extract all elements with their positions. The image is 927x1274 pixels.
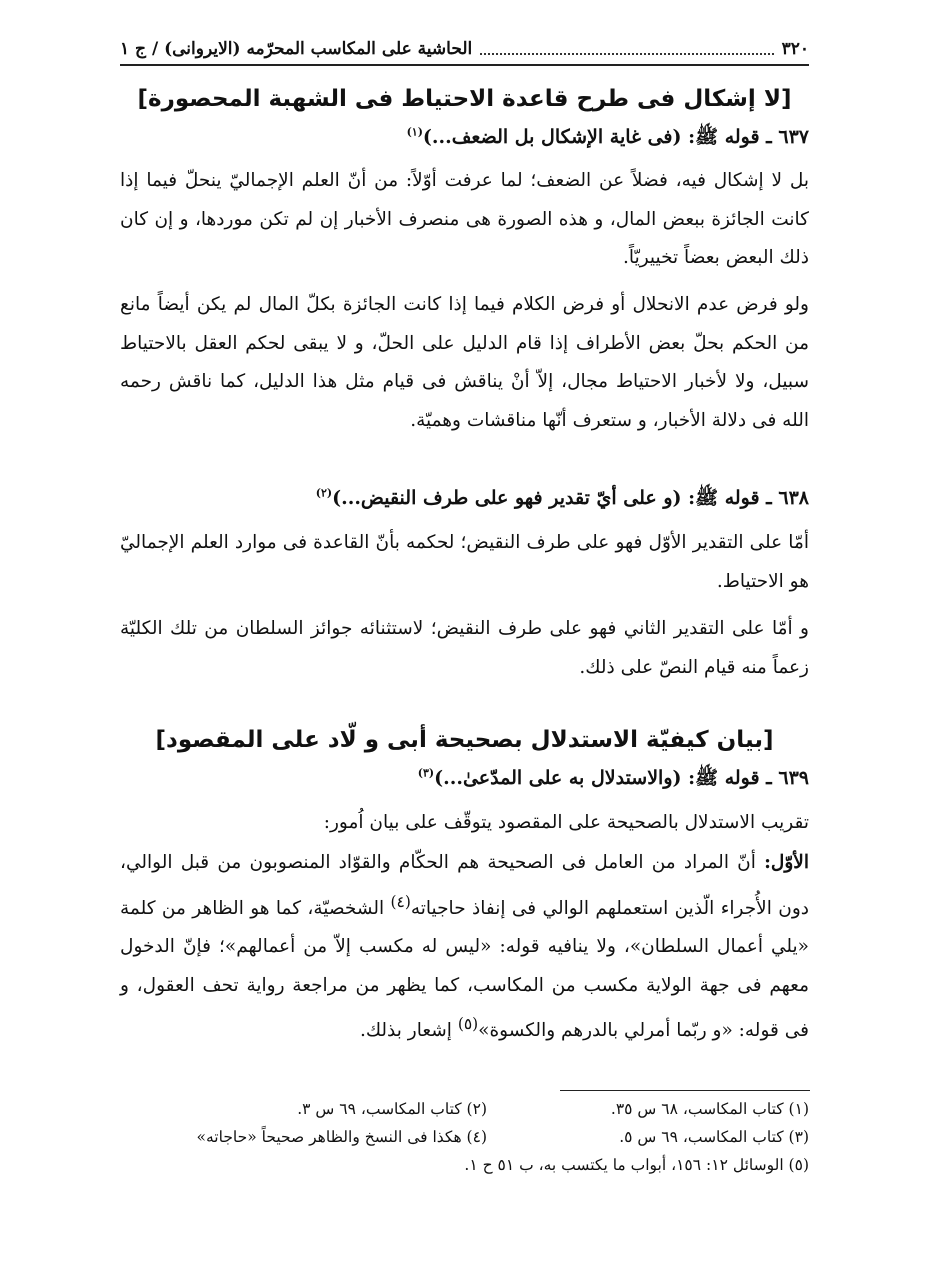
footnote-2: (٢) كتاب المكاسب، ٦٩ س ٣. [297,1100,487,1118]
item-638-text: ٦٣٨ ـ قوله ﷺ: (و على أيّ تقدير فهو على طرف النقيض...) [332,487,809,509]
paragraph-6-lead: الأوّل: [764,852,809,873]
footnote-1: (١) كتاب المكاسب، ٦٨ س ٣٥. [610,1100,809,1118]
paragraph-6-part-c: إشعار بذلك. [359,1020,452,1042]
footnote-ref-4: (٤) [390,892,411,911]
paragraph-1: بل لا إشكال فيه، فضلاً عن الضعف؛ لما عرفت أوّلاً: من أنّ العلم الإجماليّ ينحلّ فيما إذا كانت الجائزة ببعض المال، و هذه الصورة هى منصرف الأخبار إن لم تكن موردها، و إن كان ذلك البعض بعضاً تخييريّاً. [120,170,809,268]
paragraph-5: تقريب الاستدلال بالصحيحة على المقصود يتوقّف على بيان اُمور: [323,812,809,833]
item-639 [120,766,809,794]
paragraph-4: و أمّا على التقدير الثاني فهو على طرف النقيض؛ لاستثنائه جوائز السلطان من تلك الكليّة زعماً منه قيام النصّ على ذلك. [120,618,809,678]
page-number: ٣٢٠ [781,39,809,59]
paragraph-6-part-b: الشخصيّة، كما هو الظاهر من كلمة «يلي أعمال السلطان»، ولا ينافيه قوله: «ليس له مكسب إلاّ من أعمالهم»؛ فإنّ الدخول معهم فى جهة الولاية مكسب من المكاسب، كما يظهر من مراجعة رواية تحف العقول، و فى قوله: «و ربّما أمرلي بالدرهم والكسوة» [120,897,809,1042]
footnote-ref-3: (٣) [417,766,435,780]
footnote-ref-2: (٢) [315,486,333,500]
footnote-ref-1: (١) [406,125,423,139]
paragraph-6 [120,844,809,1051]
footnote-5: (٥) الوسائل ١٢: ١٥٦، أبواب ما يكتسب به، ب ٥١ ح ١. [464,1156,809,1174]
footnote-ref-5: (٥) [457,1015,479,1034]
paragraph-6-part-a: أنّ المراد من العامل فى الصحيحة هم الحكّام والقوّاد المنصوبون من قبل الوالي، دون الأُجراء الّذين استعملهم الوالي فى إنفاذ حاجياته [120,852,809,919]
item-638 [120,486,809,514]
running-header [120,34,809,66]
paragraph-3: أمّا على التقدير الأوّل فهو على طرف النقيض؛ لحكمه بأنّ القاعدة فى موارد العلم الإجماليّ هو الاحتياط. [120,532,809,592]
header-dots [480,43,773,55]
running-title: الحاشية على المكاسب المحرّمه (الايروانى) / ج ١ [120,39,473,59]
section-title-2: [بيان كيفيّة الاستدلال بصحيحة أبى و لّاد على المقصود] [155,727,774,753]
paragraph-2: ولو فرض عدم الانحلال أو فرض الكلام فيما إذا كانت الجائزة بكلّ المال لم يكن أيضاً مانع من الحكم بحلّ بعض الأطراف إذا قام الدليل على الحلّ، و لا يبقى لحكم العقل بالاحتياط سبيل، ولا لأخبار الاحتياط مجال، إلاّ أنْ يناقش فى قيام مثل هذا الدليل، كما ناقش رحمه الله فى دلالة الأخبار، و ستعرف أنّها مناقشات وهميّة. [120,294,809,431]
footnote-divider [560,1090,810,1091]
item-637-text: ٦٣٧ ـ قوله ﷺ: (فى غاية الإشكال بل الضعف...) [422,126,809,148]
footnote-4: (٤) هكذا فى النسخ والظاهر صحيحاً «حاجاته» [196,1128,487,1146]
footnote-3: (٣) كتاب المكاسب، ٦٩ س ٥. [619,1128,809,1146]
section-title-1: [لا إشكال فى طرح قاعدة الاحتياط فى الشهبة المحصورة] [137,86,792,112]
item-639-text: ٦٣٩ ـ قوله ﷺ: (والاستدلال به على المدّعىٰ...) [434,767,809,789]
item-637 [120,125,809,153]
